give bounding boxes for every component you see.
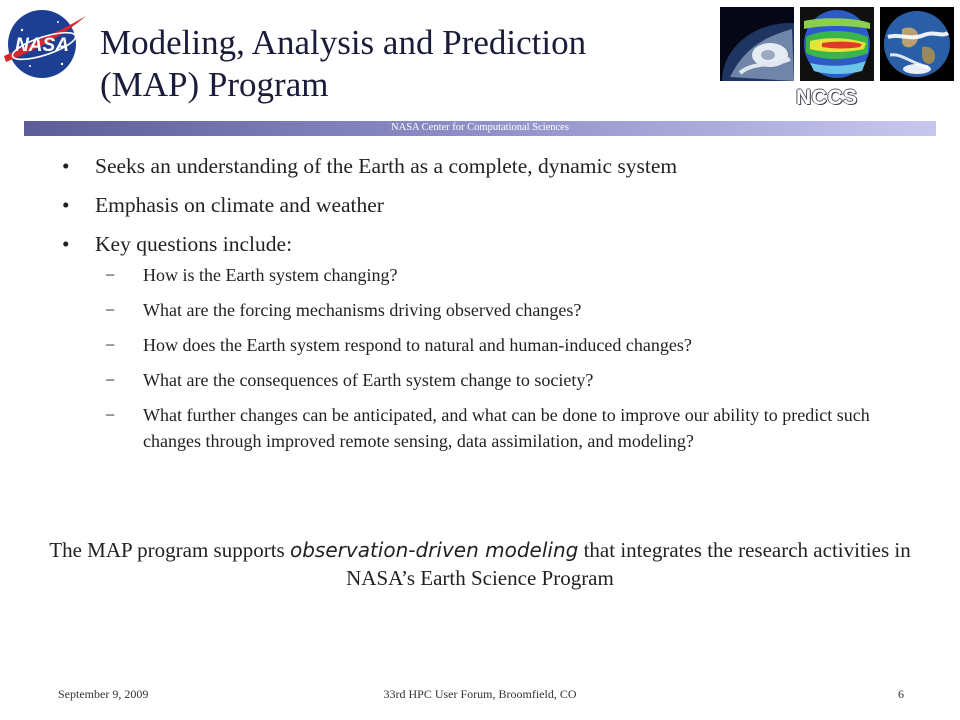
bullet-text: Seeks an understanding of the Earth as a complete, dynamic system (95, 154, 678, 178)
slide-title (100, 22, 586, 106)
bullet-item (62, 191, 932, 219)
footer-page-number: 6 (898, 687, 904, 701)
earth-cloud-thumbnail (720, 7, 794, 81)
nccs-badge: NCCS (796, 86, 858, 109)
sub-bullet-item: − How is the Earth system changing? (105, 262, 932, 288)
header-bar (24, 121, 936, 136)
sub-bullet-item: − How does the Earth system respond to natural and human-induced changes? (105, 332, 932, 358)
bullet-list (62, 152, 932, 465)
earth-globe-thumbnail (880, 7, 954, 81)
sub-bullet-list (95, 262, 932, 454)
bullet-text: Emphasis on climate and weather (95, 193, 384, 217)
bullet-item (62, 152, 932, 180)
sub-bullet-item: − What further changes can be anticipated, and what can be done to improve our ability to predict such changes through improved remote sensing, data assimilation, and modeling? (105, 402, 932, 454)
nasa-logo-text: NASA (15, 35, 69, 56)
bullet-item (62, 230, 932, 454)
conclusion-before: The MAP program supports (49, 538, 290, 562)
ocean-temperature-map-thumbnail (800, 7, 874, 81)
sub-bullet-item: − What are the consequences of Earth system change to society? (105, 367, 932, 393)
nasa-logo (0, 4, 88, 82)
slide-title-line1: Modeling, Analysis and Prediction (100, 23, 587, 62)
sub-bullet-item: − What are the forcing mechanisms driving observed changes? (105, 297, 932, 323)
footer-event: 33rd HPC User Forum, Broomfield, CO (383, 687, 577, 701)
conclusion-after: that integrates the research activities in NASA’s Earth Science Program (346, 538, 911, 590)
header-thumbnails (720, 7, 956, 81)
slide-title-line2: (MAP) Program (100, 65, 329, 104)
footer-date: September 9, 2009 (58, 687, 149, 701)
bullet-text: Key questions include: (95, 232, 293, 256)
header-bar-text: NASA Center for Computational Sciences (391, 122, 569, 133)
conclusion-statement (40, 536, 920, 592)
conclusion-emphasis: observation-driven modeling (289, 538, 579, 562)
